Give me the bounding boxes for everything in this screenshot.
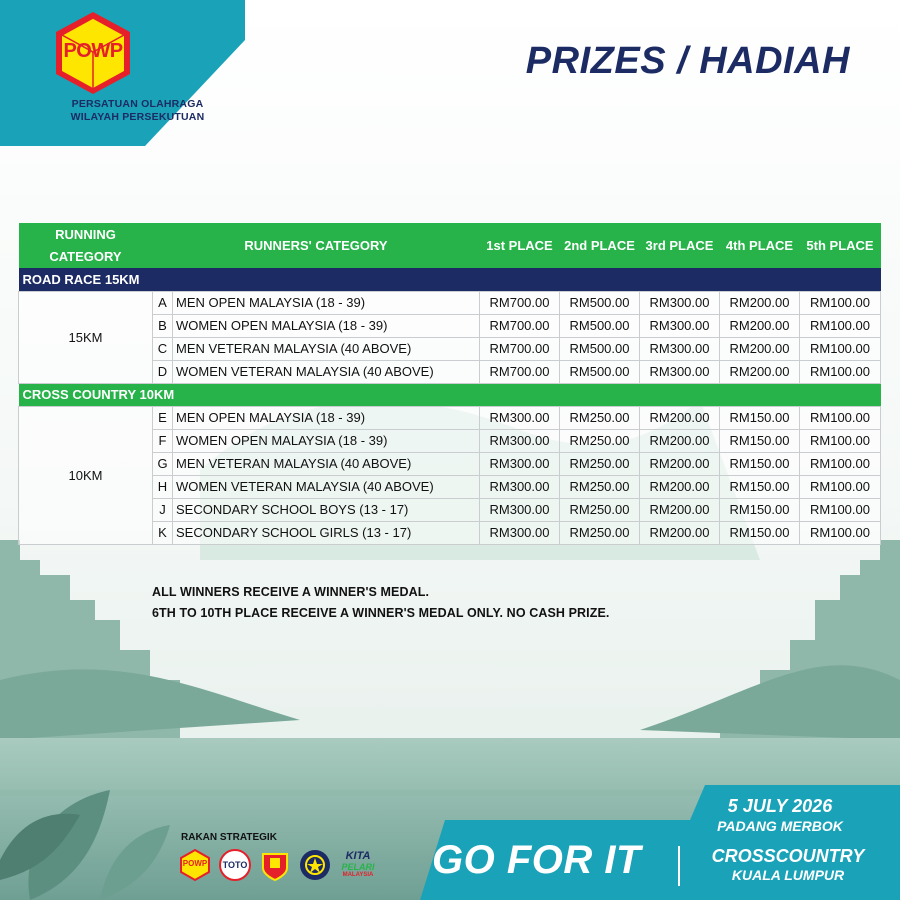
prize-amount-place-4: RM150.00 <box>720 406 800 429</box>
prize-amount-place-4: RM200.00 <box>720 360 800 383</box>
category-name: WOMEN OPEN MALAYSIA (18 - 39) <box>173 429 480 452</box>
partners-label: RAKAN STRATEGIK <box>181 832 277 843</box>
prize-amount-place-4: RM150.00 <box>720 498 800 521</box>
pelari-logo-text: PELARI <box>341 862 375 872</box>
header-logo-block <box>0 0 245 146</box>
section-title: CROSS COUNTRY 10KM <box>19 383 881 406</box>
header-running-category-line2: CATEGORY <box>49 248 122 264</box>
header-running-category <box>19 223 153 268</box>
prize-amount-place-5: RM100.00 <box>800 406 881 429</box>
distance-cell: 10KM <box>19 406 153 544</box>
footer-divider <box>678 846 680 886</box>
note-line-1: ALL WINNERS RECEIVE A WINNER'S MEDAL. <box>152 585 430 599</box>
prize-amount-place-3: RM200.00 <box>640 452 720 475</box>
header-3rd-place: 3rd PLACE <box>640 223 720 268</box>
prize-amount-place-2: RM250.00 <box>560 406 640 429</box>
prize-amount-place-2: RM250.00 <box>560 429 640 452</box>
category-code: J <box>153 498 173 521</box>
prize-amount-place-3: RM200.00 <box>640 498 720 521</box>
category-name: WOMEN OPEN MALAYSIA (18 - 39) <box>173 314 480 337</box>
event-venue: PADANG MERBOK <box>717 818 843 834</box>
prize-amount-place-5: RM100.00 <box>800 452 881 475</box>
prize-amount-place-3: RM300.00 <box>640 360 720 383</box>
prize-amount-place-2: RM500.00 <box>560 291 640 314</box>
prize-amount-place-3: RM200.00 <box>640 475 720 498</box>
prize-amount-place-3: RM300.00 <box>640 337 720 360</box>
event-date: 5 JULY 2026 <box>727 796 833 816</box>
category-code: F <box>153 429 173 452</box>
category-name: SECONDARY SCHOOL GIRLS (13 - 17) <box>173 521 480 544</box>
table-header-row <box>19 223 881 268</box>
prize-amount-place-1: RM300.00 <box>480 406 560 429</box>
prize-amount-place-1: RM700.00 <box>480 314 560 337</box>
note-line-2: 6TH TO 10TH PLACE RECEIVE A WINNER'S MEDAL ONLY. NO CASH PRIZE. <box>152 606 610 620</box>
partner-logos <box>178 848 378 882</box>
prize-amount-place-3: RM300.00 <box>640 291 720 314</box>
table-body <box>19 268 881 544</box>
category-name: WOMEN VETERAN MALAYSIA (40 ABOVE) <box>173 360 480 383</box>
category-code: G <box>153 452 173 475</box>
prize-amount-place-1: RM700.00 <box>480 337 560 360</box>
page-title: PRIZES / HADIAH <box>525 40 850 82</box>
powp-logo-text: POWP <box>63 40 123 62</box>
prize-amount-place-1: RM300.00 <box>480 498 560 521</box>
prize-amount-place-2: RM500.00 <box>560 314 640 337</box>
header-running-category-line1: RUNNING <box>55 226 116 242</box>
prize-amount-place-4: RM150.00 <box>720 475 800 498</box>
category-name: MEN VETERAN MALAYSIA (40 ABOVE) <box>173 337 480 360</box>
powp-partner-logo-icon <box>178 848 212 882</box>
toto-partner-logo-icon <box>218 848 252 882</box>
dbkl-crest-icon <box>258 848 292 882</box>
category-name: MEN OPEN MALAYSIA (18 - 39) <box>173 406 480 429</box>
category-code: B <box>153 314 173 337</box>
header-4th-place: 4th PLACE <box>720 223 800 268</box>
category-name: MEN OPEN MALAYSIA (18 - 39) <box>173 291 480 314</box>
prize-amount-place-1: RM300.00 <box>480 521 560 544</box>
category-code: D <box>153 360 173 383</box>
header-runners-category: RUNNERS' CATEGORY <box>153 223 480 268</box>
prize-amount-place-4: RM200.00 <box>720 291 800 314</box>
category-name: WOMEN VETERAN MALAYSIA (40 ABOVE) <box>173 475 480 498</box>
organization-name <box>50 98 225 124</box>
prize-amount-place-5: RM100.00 <box>800 521 881 544</box>
prize-amount-place-5: RM100.00 <box>800 498 881 521</box>
category-code: A <box>153 291 173 314</box>
prize-amount-place-1: RM300.00 <box>480 452 560 475</box>
category-name: MEN VETERAN MALAYSIA (40 ABOVE) <box>173 452 480 475</box>
prize-amount-place-5: RM100.00 <box>800 429 881 452</box>
prize-amount-place-4: RM150.00 <box>720 521 800 544</box>
prize-amount-place-2: RM250.00 <box>560 475 640 498</box>
slogan-go-for-it: GO FOR IT <box>432 838 641 882</box>
prize-notes <box>152 582 609 624</box>
logo-banner-shape <box>0 0 245 146</box>
prize-amount-place-3: RM200.00 <box>640 429 720 452</box>
prize-amount-place-2: RM250.00 <box>560 498 640 521</box>
category-code: E <box>153 406 173 429</box>
malaysia-logo-text: MALAYSIA <box>342 872 374 878</box>
prize-amount-place-4: RM200.00 <box>720 337 800 360</box>
prize-amount-place-3: RM200.00 <box>640 521 720 544</box>
prize-amount-place-2: RM250.00 <box>560 452 640 475</box>
powp-partner-logo-text: POWP <box>182 859 208 868</box>
prize-amount-place-2: RM250.00 <box>560 521 640 544</box>
prize-amount-place-4: RM150.00 <box>720 452 800 475</box>
category-code: K <box>153 521 173 544</box>
prize-amount-place-2: RM500.00 <box>560 360 640 383</box>
prize-amount-place-5: RM100.00 <box>800 475 881 498</box>
toto-partner-logo-text: TOTO <box>222 860 248 870</box>
event-name: CROSSCOUNTRY <box>711 846 865 866</box>
category-code: C <box>153 337 173 360</box>
prize-amount-place-5: RM100.00 <box>800 291 881 314</box>
prize-amount-place-5: RM100.00 <box>800 337 881 360</box>
prize-amount-place-3: RM300.00 <box>640 314 720 337</box>
prize-amount-place-2: RM500.00 <box>560 337 640 360</box>
prize-amount-place-5: RM100.00 <box>800 360 881 383</box>
prize-amount-place-1: RM300.00 <box>480 429 560 452</box>
header-1st-place: 1st PLACE <box>480 223 560 268</box>
category-code: H <box>153 475 173 498</box>
table-row <box>19 291 881 314</box>
distance-cell: 15KM <box>19 291 153 383</box>
prize-amount-place-1: RM300.00 <box>480 475 560 498</box>
prize-amount-place-1: RM700.00 <box>480 291 560 314</box>
section-header-row <box>19 383 881 406</box>
category-name: SECONDARY SCHOOL BOYS (13 - 17) <box>173 498 480 521</box>
police-crest-icon <box>298 848 332 882</box>
prize-amount-place-3: RM200.00 <box>640 406 720 429</box>
prize-amount-place-1: RM700.00 <box>480 360 560 383</box>
table-row <box>19 406 881 429</box>
header-2nd-place: 2nd PLACE <box>560 223 640 268</box>
prize-table <box>18 223 881 545</box>
org-name-line1: PERSATUAN OLAHRAGA <box>71 98 204 110</box>
prize-amount-place-4: RM200.00 <box>720 314 800 337</box>
kita-logo-text: KITA <box>345 850 371 862</box>
section-title: ROAD RACE 15KM <box>19 268 881 291</box>
kita-pelari-malaysia-logo-icon <box>338 848 378 882</box>
event-city: KUALA LUMPUR <box>731 867 845 883</box>
prize-amount-place-5: RM100.00 <box>800 314 881 337</box>
prize-amount-place-4: RM150.00 <box>720 429 800 452</box>
org-name-line2: WILAYAH PERSEKUTUAN <box>70 111 205 123</box>
section-header-row <box>19 268 881 291</box>
header-5th-place: 5th PLACE <box>800 223 881 268</box>
